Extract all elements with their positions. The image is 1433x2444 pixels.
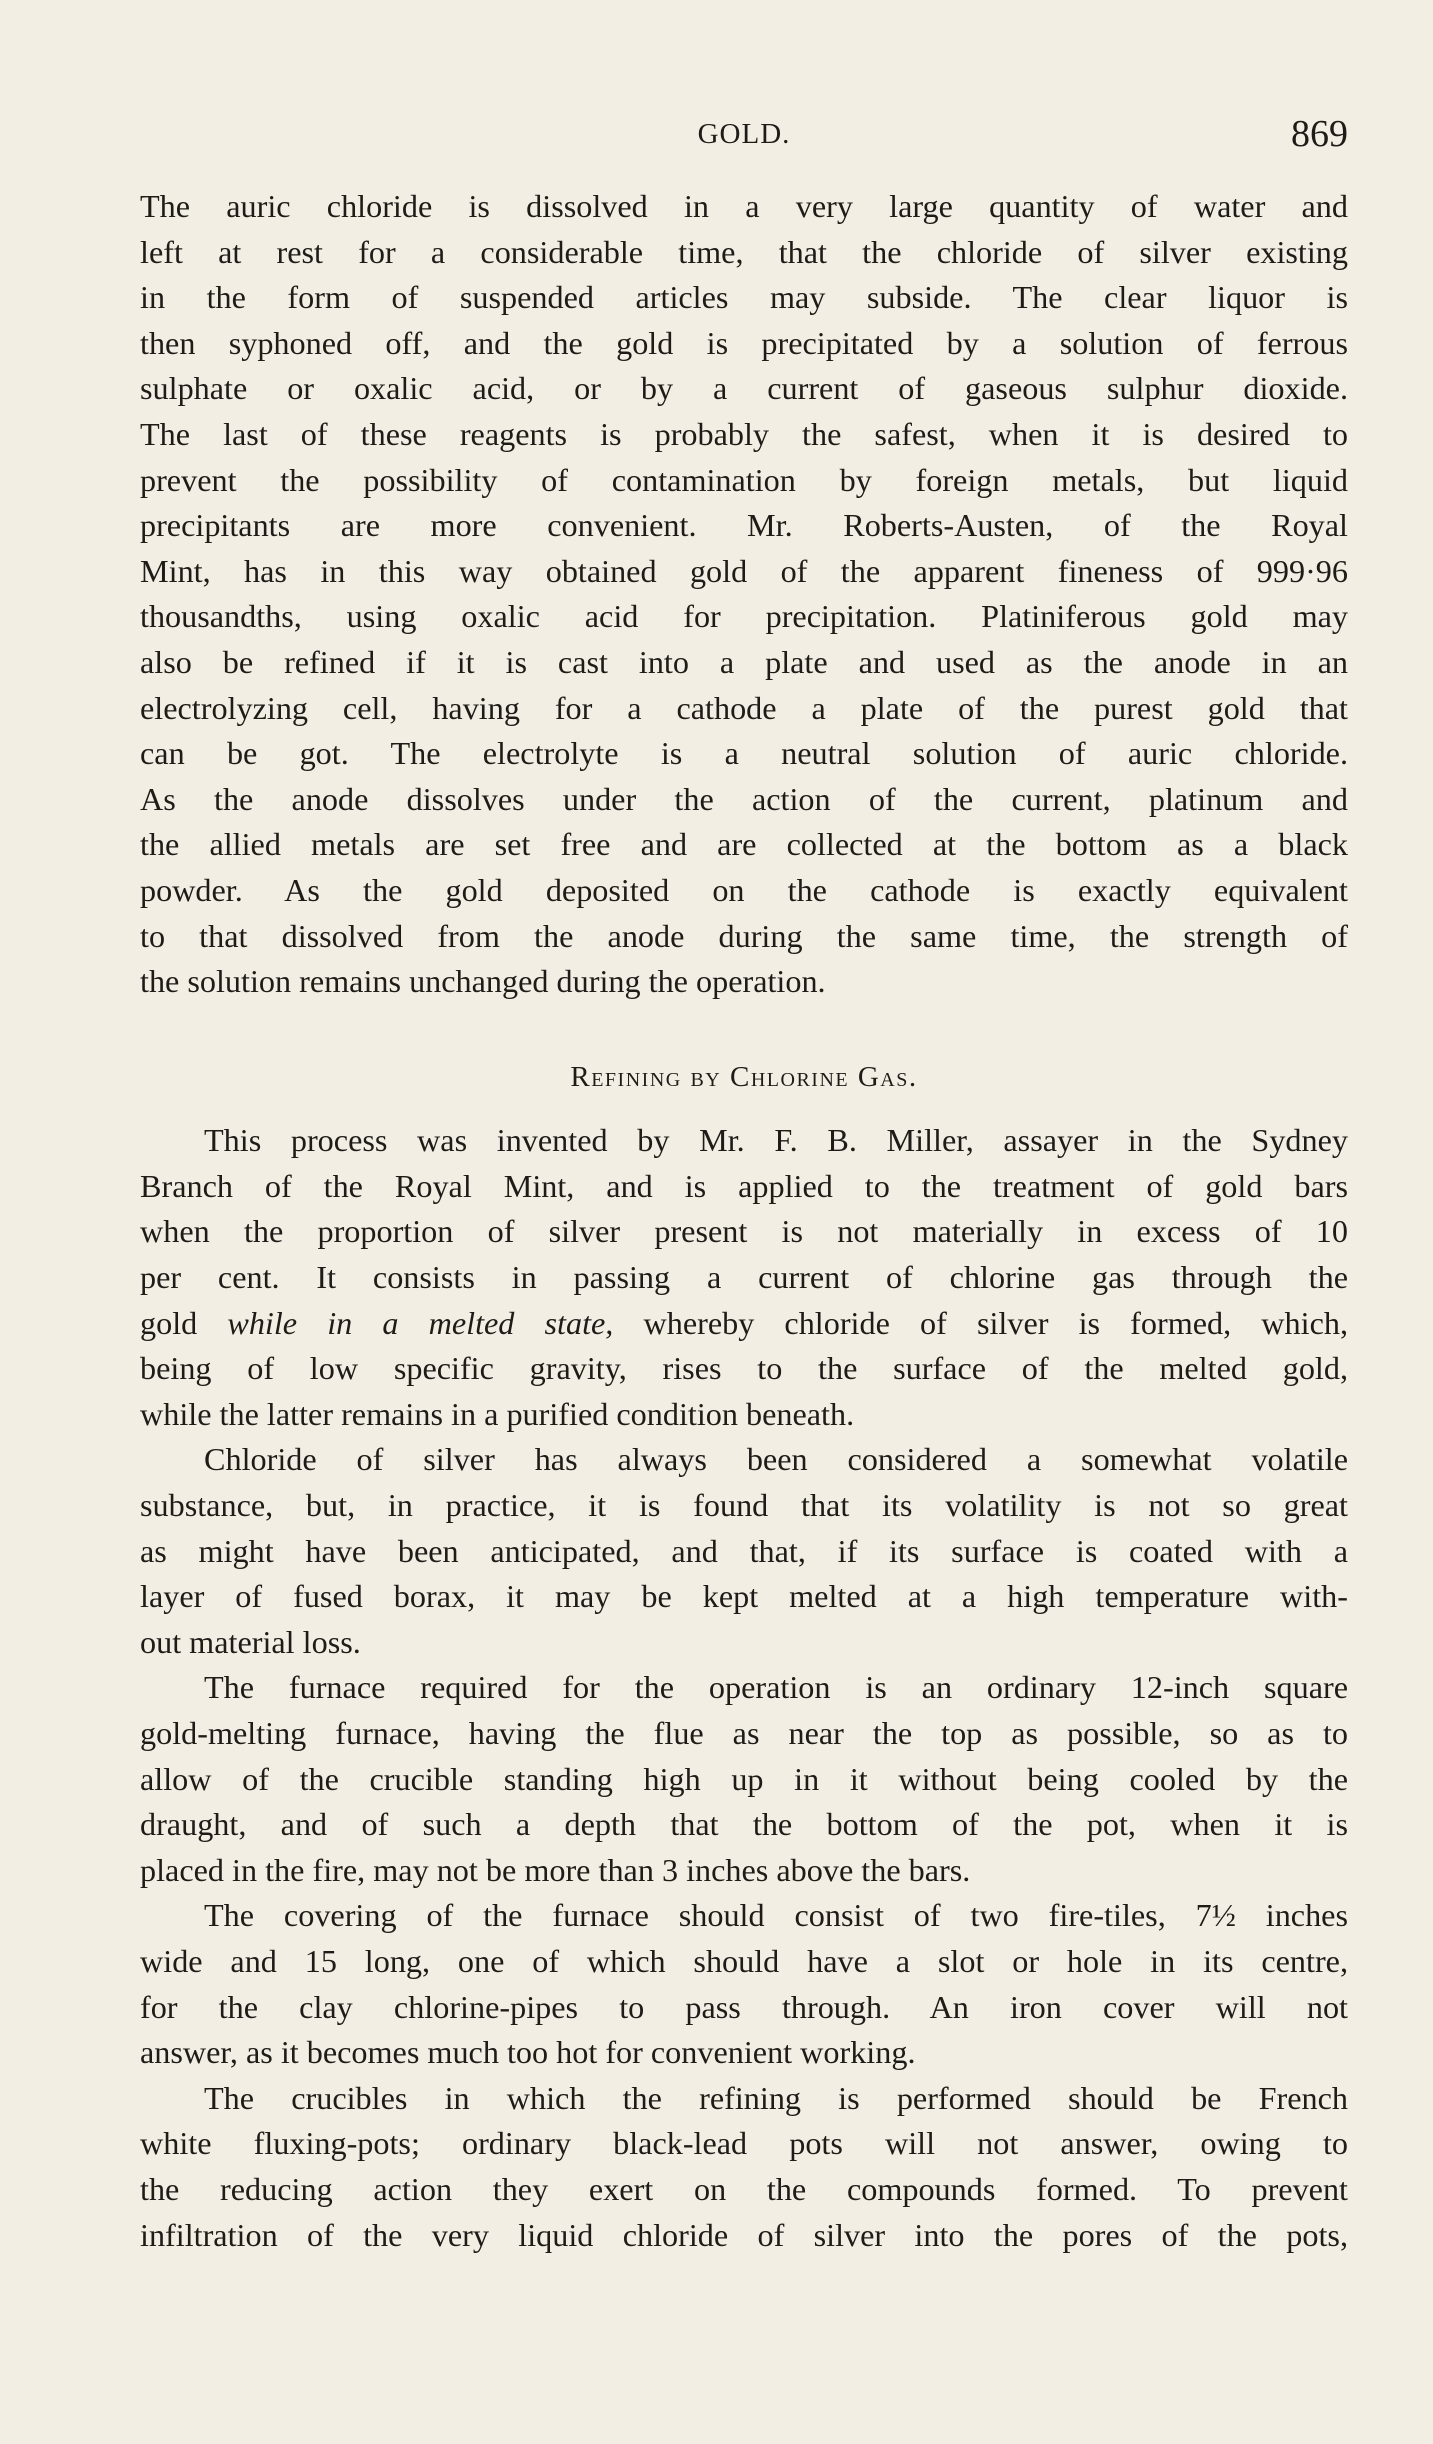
text-line: the reducing action they exert on the compounds formed. To prevent <box>140 2170 1348 2207</box>
text-line: precipitants are more convenient. Mr. Roberts-Austen, of the Royal <box>140 507 1348 544</box>
text-line: wide and 15 long, one of which should have a slot or hole in its centre, <box>140 1942 1348 1979</box>
text-line: Mint, has in this way obtained gold of the apparent fineness of 999·96 <box>140 552 1348 589</box>
text-line: to that dissolved from the anode during the same time, the strength of <box>140 917 1348 954</box>
text-line: prevent the possibility of contamination by foreign metals, but liquid <box>140 461 1348 498</box>
text-line: out material loss. <box>140 1623 361 1660</box>
text-line: as might have been anticipated, and that, if its surface is coated with a <box>140 1532 1348 1569</box>
text-line: the allied metals are set free and are collected at the bottom as a black <box>140 826 1348 863</box>
text-line: in the form of suspended articles may subside. The clear liquor is <box>140 279 1348 316</box>
paragraph <box>140 184 1348 1005</box>
text-span: whereby chloride of silver is formed, which, <box>613 1304 1348 1341</box>
text-line: The covering of the furnace should consist of two fire-tiles, 7½ inches <box>204 1897 1348 1934</box>
text-line: answer, as it becomes much too hot for convenient working. <box>140 2034 916 2071</box>
text-line: powder. As the gold deposited on the cathode is exactly equivalent <box>140 871 1348 908</box>
section-heading: Refining by Chlorine Gas. <box>570 1060 918 1093</box>
text-line: Chloride of silver has always been considered a somewhat volatile <box>204 1441 1348 1478</box>
text-line: then syphoned off, and the gold is precipitated by a solution of ferrous <box>140 324 1348 361</box>
paragraph <box>140 2076 1348 2258</box>
paragraph <box>140 1437 1348 1665</box>
text-line: for the clay chlorine-pipes to pass through. An iron cover will not <box>140 1988 1348 2025</box>
text-line: when the proportion of silver present is not materially in excess of 10 <box>140 1213 1348 1250</box>
body-text <box>140 184 1348 2258</box>
text-line: As the anode dissolves under the action of the current, platinum and <box>140 780 1348 817</box>
text-line: also be refined if it is cast into a plate and used as the anode in an <box>140 643 1348 680</box>
text-line: draught, and of such a depth that the bottom of the pot, when it is <box>140 1806 1348 1843</box>
text-line: The furnace required for the operation is an ordinary 12-inch square <box>204 1669 1348 1706</box>
text-line: white fluxing-pots; ordinary black-lead pots will not answer, owing to <box>140 2125 1348 2162</box>
text-line: The last of these reagents is probably the safest, when it is desired to <box>140 415 1348 452</box>
text-line: The crucibles in which the refining is performed should be French <box>204 2079 1348 2116</box>
text-span: gold <box>140 1304 228 1341</box>
paragraph <box>140 1118 1348 1437</box>
text-line: sulphate or oxalic acid, or by a current of gaseous sulphur dioxide. <box>140 370 1348 407</box>
text-line: gold-melting furnace, having the flue as near the top as possible, so as to <box>140 1715 1348 1751</box>
paragraph <box>140 1665 1348 1893</box>
text-line: Branch of the Royal Mint, and is applied to the treatment of gold bars <box>140 1167 1348 1204</box>
paragraph <box>140 1893 1348 2075</box>
italic-phrase: while in a melted state, <box>227 1304 614 1341</box>
text-line: The auric chloride is dissolved in a very large quantity of water and <box>140 188 1348 224</box>
text-line: substance, but, in practice, it is found that its volatility is not so great <box>140 1487 1348 1524</box>
text-line: per cent. It consists in passing a current of chlorine gas through the <box>140 1259 1348 1296</box>
text-line: layer of fused borax, it may be kept melted at a high temperature with- <box>140 1578 1348 1615</box>
text-line <box>140 1301 1348 1347</box>
text-line: the solution remains unchanged during the operation. <box>140 963 826 1000</box>
text-line: while the latter remains in a purified condition beneath. <box>140 1395 855 1432</box>
text-line: electrolyzing cell, having for a cathode a plate of the purest gold that <box>140 689 1348 726</box>
running-head <box>140 112 1348 162</box>
text-line: being of low specific gravity, rises to the surface of the melted gold, <box>140 1350 1348 1387</box>
text-line: thousandths, using oxalic acid for precipitation. Platiniferous gold may <box>140 598 1348 635</box>
page-number: 869 <box>1291 113 1348 155</box>
text-line: placed in the fire, may not be more than 3 inches above the bars. <box>140 1851 971 1888</box>
text-line: left at rest for a considerable time, that the chloride of silver existing <box>140 233 1348 270</box>
running-head-title: GOLD. <box>697 118 791 150</box>
text-line: This process was invented by Mr. F. B. Miller, assayer in the Sydney <box>204 1122 1348 1159</box>
text-line: can be got. The electrolyte is a neutral solution of auric chloride. <box>140 735 1348 772</box>
text-line: allow of the crucible standing high up in it without being cooled by the <box>140 1760 1348 1797</box>
text-line: infiltration of the very liquid chloride of silver into the pores of the pots, <box>140 2216 1348 2253</box>
